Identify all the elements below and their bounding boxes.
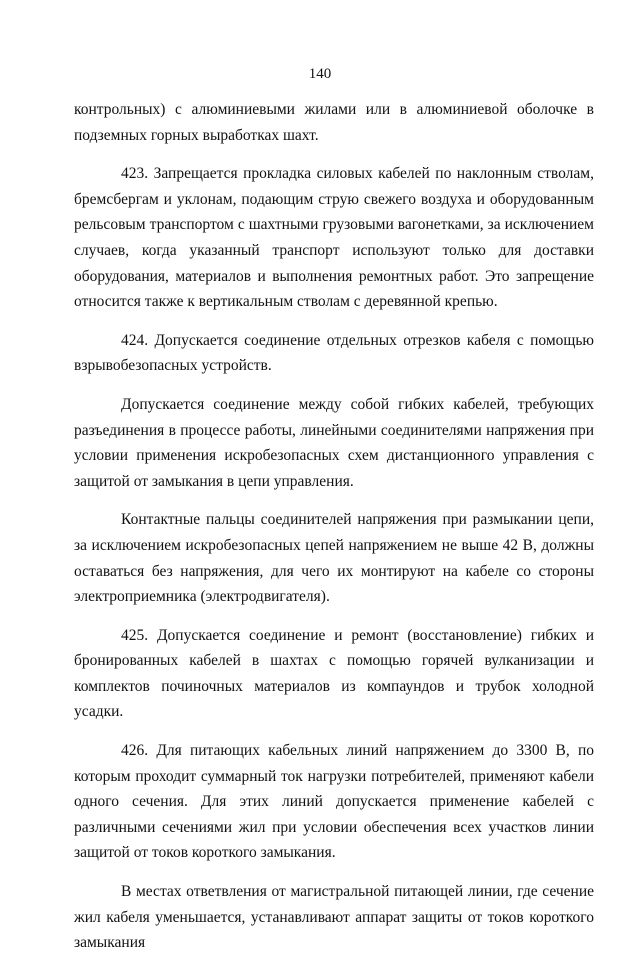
paragraph-425: 425. Допускается соединение и ремонт (восстановление) гибких и бронированных кабелей в шахтах с помощью горячей вулканизации и комплектов починочных материалов из компаундов и трубок холодной усадки. xyxy=(74,626,594,721)
paragraph-424-contacts: Контактные пальцы соединителей напряжения при размыкании цепи, за исключением искробезопасных цепей напряжением не выше 42 В, должны оставаться без напряжения, для чего их монтируют на кабеле со стороны электроприемника (электродвигателя). xyxy=(74,511,594,606)
document-body xyxy=(74,97,594,969)
paragraph-424: 424. Допускается соединение отдельных отрезков кабеля с помощью взрывобезопасных устройств. xyxy=(74,331,594,375)
paragraph-continued: контрольных) с алюминиевыми жилами или в алюминиевой оболочке в подземных горных выработках шахт. xyxy=(74,101,594,144)
paragraph-426-branches: В местах ответвления от магистральной питающей линии, где сечение жил кабеля уменьшается, устанавливают аппарат защиты от токов короткого замыкания xyxy=(74,883,594,952)
paragraph-426: 426. Для питающих кабельных линий напряжением до 3300 В, по которым проходит суммарный ток нагрузки потребителей, применяют кабели одного сечения. Для этих линий допускается применение кабелей с различными сечениями жил при условии обеспечения всех участков линии защитой от токов короткого замыкания. xyxy=(74,742,594,862)
paragraph-424-connectors: Допускается соединение между собой гибких кабелей, требующих разъединения в процессе работы, линейными соединителями напряжения при условии применения искробезопасных схем дистанционного управления с защитой от замыкания в цепи управления. xyxy=(74,395,594,490)
page-number: 140 xyxy=(308,66,332,82)
paragraph-423: 423. Запрещается прокладка силовых кабелей по наклонным стволам, бремсбергам и уклонам, подающим струю свежего воздуха и оборудованным рельсовым транспортом с шахтными грузовыми вагонетками, за исключением случаев, когда указанный транспорт используют только для доставки оборудования, материалов и выполнения ремонтных работ. Это запрещение относится также к вертикальным стволам с деревянной крепью. xyxy=(74,165,594,311)
